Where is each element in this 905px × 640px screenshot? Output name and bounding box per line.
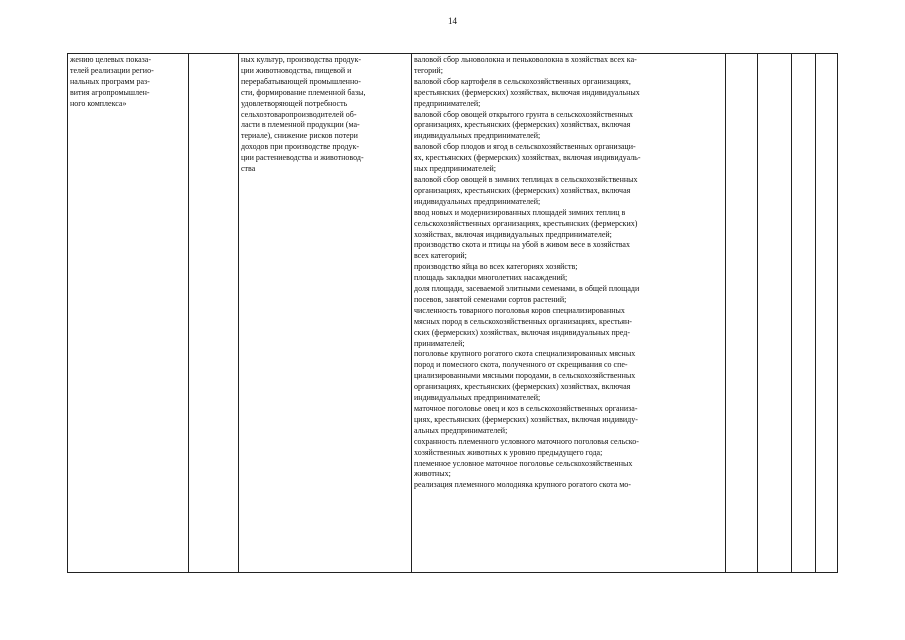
goal-cell: [68, 54, 189, 573]
empty-cell: [726, 54, 758, 573]
empty-cell: [189, 54, 239, 573]
page-number: 14: [448, 16, 457, 26]
table-row: [68, 54, 838, 573]
indicators-cell: [412, 54, 726, 573]
tasks-cell: [239, 54, 412, 573]
empty-cell: [758, 54, 792, 573]
empty-cell: [816, 54, 838, 573]
goal-text: жению целевых показа- телей реализации регио- нальных программ раз- вития агропромышлен- ного комплекса»: [70, 55, 154, 108]
program-table: [67, 53, 838, 573]
empty-cell: [792, 54, 816, 573]
tasks-text: ных культур, производства продук- ции животноводства, пищевой и перерабатывающей промышленно- сти, формирование племенной базы, удовлетворяющей потребность сельхозтоваропроизводителей об- ласти в племенной продукции (ма- териале), снижение рисков потери доходов при производстве продук- ции растениеводства и животновод- ства: [241, 55, 366, 174]
indicators-text: валовой сбор льноволокна и пеньковолокна в хозяйствах всех ка- тегорий; валовой сбор картофеля в сельскохозяйственных организациях, крестьянских (фермерских) хозяйствах, включая индивидуальных предпринимателей; валовой сбор овощей открытого грунта в сельскохозяйственных организациях, крестьянских (фермерских) хозяйствах, включая индивидуальных предпринимателей; валовой сбор плодов и ягод в сельскохозяйственных организаци- ях, крестьянских (фермерских) хозяйствах, включая индивидуаль- ных предпринимателей; валовой сбор овощей в зимних теплицах в сельскохозяйственных организациях, крестьянских (фермерских) хозяйствах, включая индивидуальных предпринимателей; ввод новых и модернизированных площадей зимних теплиц в сельскохозяйственных организациях, крестьянских (фермерских) хозяйствах, включая индивидуальных предпринимателей; производство скота и птицы на убой в живом весе в хозяйствах всех категорий; производство яйца во всех категориях хозяйств; площадь закладки многолетних насаждений; доля площади, засеваемой элитными семенами, в общей площади посевов, занятой семенами сортов растений; численность товарного поголовья коров специализированных мясных пород в сельскохозяйственных организациях, крестьян- ских (фермерских) хозяйствах, включая индивидуальных пред- принимателей; поголовье крупного рогатого скота специализированных мясных пород и помесного скота, полученного от скрещивания со спе- циализированными мясными породами, в сельскохозяйственных организациях, крестьянских (фермерских) хозяйствах, включая индивидуальных предпринимателей; маточное поголовье овец и коз в сельскохозяйственных организа- циях, крестьянских (фермерских) хозяйствах, включая индивиду- альных предпринимателей; сохранность племенного условного маточного поголовья сельско- хозяйственных животных к уровню предыдущего года; племенное условное маточное поголовье сельскохозяйственных животных; реализация племенного молодняка крупного рогатого скота мо-: [414, 55, 641, 490]
